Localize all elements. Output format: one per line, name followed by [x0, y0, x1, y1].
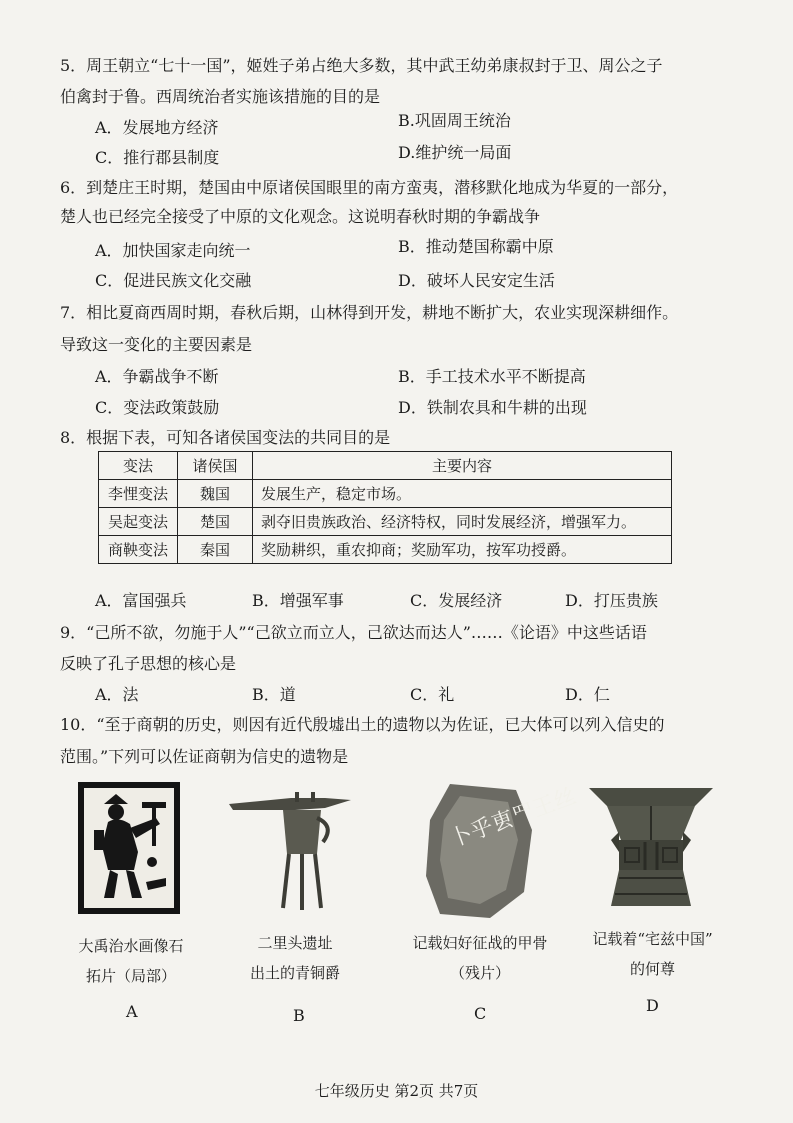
option-letter-b[interactable]: B	[293, 1006, 305, 1025]
question-8-line-1: 8．根据下表，可知各诸侯国变法的共同目的是	[60, 428, 391, 447]
q6-option-c[interactable]: C．促进民族文化交融	[95, 271, 252, 290]
option-letter-c[interactable]: C	[474, 1004, 487, 1023]
q6-option-b[interactable]: B．推动楚国称霸中原	[398, 237, 554, 256]
caption-line: 二里头遗址	[257, 934, 333, 952]
table-cell: 商鞅变法	[99, 536, 178, 564]
caption-line: 的何尊	[629, 960, 675, 978]
q9-option-d[interactable]: D．仁	[565, 685, 610, 704]
table-row	[99, 536, 672, 564]
q5-option-c[interactable]: C．推行郡县制度	[95, 148, 220, 167]
q9-option-c[interactable]: C．礼	[410, 685, 455, 704]
question-6-line-2: 楚人也已经完全接受了中原的文化观念。这说明春秋时期的争霸战争	[60, 207, 541, 226]
table-row	[99, 480, 672, 508]
table-header-row	[99, 452, 672, 480]
figure-d-caption	[580, 926, 725, 982]
caption-line: （残片）	[449, 964, 510, 982]
option-letter-a[interactable]: A	[126, 1002, 138, 1021]
caption-line: 记载着“宅兹中国”	[592, 930, 713, 948]
q8-option-d[interactable]: D．打压贵族	[565, 591, 658, 610]
q5-option-d[interactable]: D.维护统一局面	[398, 143, 512, 162]
q8-option-b[interactable]: B．增强军事	[252, 591, 344, 610]
q5-option-b[interactable]: B.巩固周王统治	[398, 111, 511, 130]
caption-line: 拓片（局部）	[85, 967, 176, 985]
q8-option-c[interactable]: C．发展经济	[410, 591, 503, 610]
table-cell: 奖励耕织，重农抑商；奖励军功，按军功授爵。	[253, 536, 672, 564]
figure-b-caption	[230, 930, 360, 986]
table-cell: 剥夺旧贵族政治、经济特权，同时发展经济，增强军力。	[253, 508, 672, 536]
oracle-bone-glyphs: 卜乎叀罒王丝	[446, 783, 580, 853]
table-header-cell: 变法	[99, 452, 178, 480]
table-row	[99, 508, 672, 536]
table-cell: 李悝变法	[99, 480, 178, 508]
question-6-line-1: 6．到楚庄王时期，楚国由中原诸侯国眼里的南方蛮夷，潜移默化地成为华夏的一部分，	[60, 178, 679, 197]
page-footer: 七年级历史 第2页 共7页	[314, 1082, 479, 1100]
q8-option-a[interactable]: A．富国强兵	[95, 591, 187, 610]
question-5-line-2: 伯禽封于鲁。西周统治者实施该措施的目的是	[60, 87, 381, 106]
table-header-cell: 主要内容	[253, 452, 672, 480]
question-10-line-2: 范围。”下列可以佐证商朝为信史的遗物是	[60, 747, 349, 766]
caption-line: 出土的青铜爵	[249, 964, 340, 982]
q6-option-a[interactable]: A．加快国家走向统一	[95, 241, 251, 260]
figure-c-oracle-bone[interactable]	[420, 780, 580, 922]
q5-option-a[interactable]: A．发展地方经济	[95, 118, 219, 137]
q7-option-c[interactable]: C．变法政策鼓励	[95, 398, 220, 417]
q7-option-b[interactable]: B．手工技术水平不断提高	[398, 367, 586, 386]
reform-table	[98, 451, 672, 564]
caption-line: 大禹治水画像石	[78, 937, 184, 955]
figure-a-stone-rubbing[interactable]	[78, 782, 180, 914]
figure-c-caption	[400, 930, 560, 986]
table-header-cell: 诸侯国	[178, 452, 253, 480]
question-7-line-1: 7．相比夏商西周时期，春秋后期，山林得到开发，耕地不断扩大，农业实现深耕细作。	[60, 303, 679, 322]
figure-b-bronze-jue[interactable]	[225, 790, 355, 912]
option-letter-d[interactable]: D	[646, 996, 659, 1015]
caption-line: 记载妇好征战的甲骨	[412, 934, 548, 952]
question-7-line-2: 导致这一变化的主要因素是	[60, 335, 253, 354]
figure-d-he-zun[interactable]	[585, 782, 717, 912]
q9-option-b[interactable]: B．道	[252, 685, 296, 704]
question-9-line-2: 反映了孔子思想的核心是	[60, 654, 237, 673]
question-5-line-1: 5．周王朝立“七十一国”，姬姓子弟占绝大多数，其中武王幼弟康叔封于卫、周公之子	[60, 56, 663, 75]
q6-option-d[interactable]: D．破坏人民安定生活	[398, 271, 555, 290]
q9-option-a[interactable]: A．法	[95, 685, 139, 704]
table-cell: 发展生产，稳定市场。	[253, 480, 672, 508]
figure-a-caption	[68, 933, 194, 989]
q7-option-a[interactable]: A．争霸战争不断	[95, 367, 219, 386]
question-10-line-1: 10．“至于商朝的历史，则因有近代殷墟出土的遗物以为佐证，已大体可以列入信史的	[60, 715, 665, 734]
table-cell: 魏国	[178, 480, 253, 508]
table-cell: 吴起变法	[99, 508, 178, 536]
table-cell: 楚国	[178, 508, 253, 536]
question-9-line-1: 9．“己所不欲，勿施于人”“己欲立而立人，己欲达而达人”……《论语》中这些话语	[60, 623, 647, 642]
q7-option-d[interactable]: D．铁制农具和牛耕的出现	[398, 398, 587, 417]
table-cell: 秦国	[178, 536, 253, 564]
